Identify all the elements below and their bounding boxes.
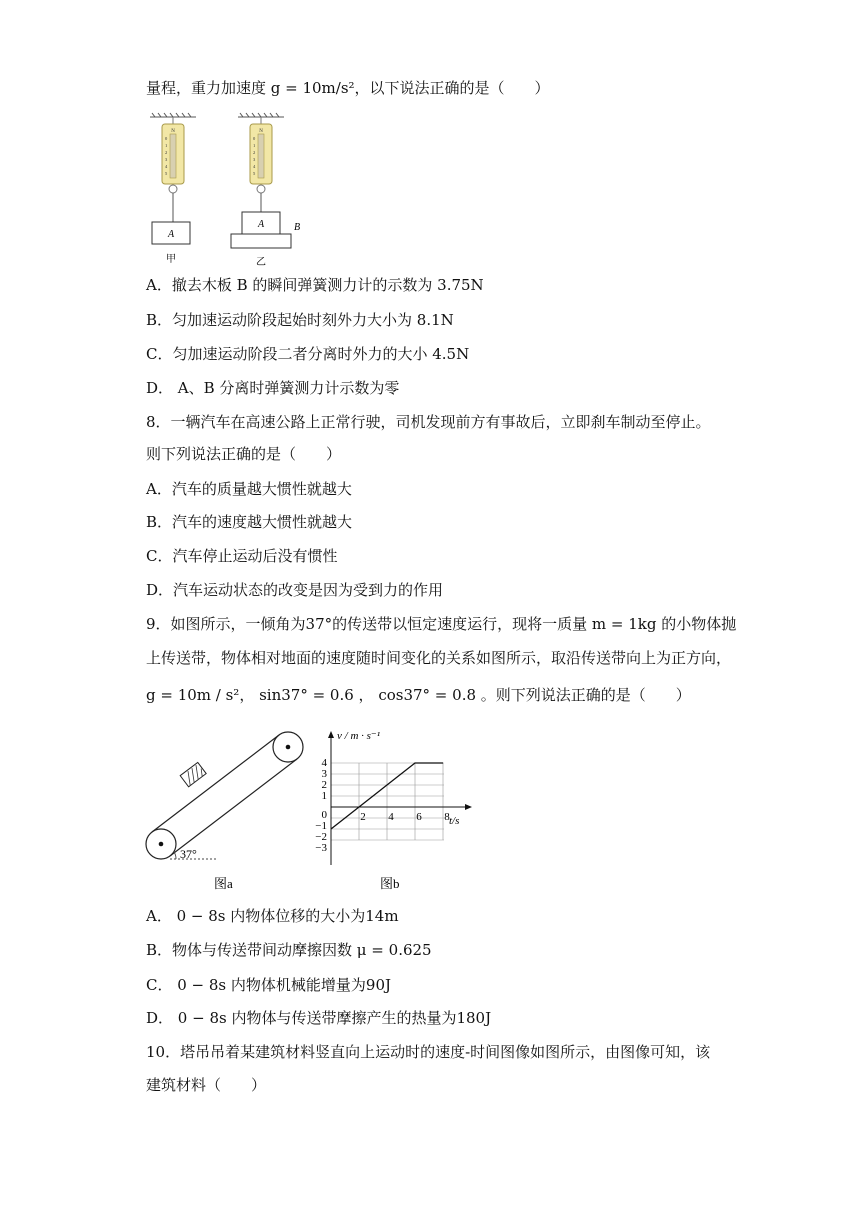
pulley-axle-bottom bbox=[159, 842, 164, 847]
q7-option-c: C．匀加速运动阶段二者分离时外力的大小 4.5N bbox=[146, 345, 470, 363]
svg-text:3: 3 bbox=[165, 157, 168, 162]
svg-text:2: 2 bbox=[321, 779, 327, 791]
spring-scale-right bbox=[231, 117, 300, 268]
svg-text:3: 3 bbox=[253, 157, 256, 162]
svg-text:B: B bbox=[294, 222, 301, 233]
q7-option-b: B．匀加速运动阶段起始时刻外力大小为 8.1N bbox=[146, 311, 454, 329]
svg-text:0: 0 bbox=[321, 809, 327, 821]
svg-text:0: 0 bbox=[165, 136, 168, 141]
t-tick-labels bbox=[360, 811, 450, 823]
spring-scale-left bbox=[152, 117, 190, 265]
svg-text:4: 4 bbox=[253, 164, 256, 169]
object-block bbox=[180, 762, 206, 786]
svg-text:2: 2 bbox=[360, 811, 366, 823]
svg-text:乙: 乙 bbox=[256, 257, 266, 268]
svg-text:A: A bbox=[257, 219, 265, 230]
q7-option-d: D． A、B 分离时弹簧测力计示数为零 bbox=[146, 379, 400, 397]
svg-text:4: 4 bbox=[388, 811, 394, 823]
svg-text:0: 0 bbox=[253, 136, 256, 141]
svg-text:N: N bbox=[259, 129, 263, 134]
q9-stem-line-2: 上传送带，物体相对地面的速度随时间变化的关系如图所示，取沿传送带向上为正方向， bbox=[146, 649, 732, 667]
conveyor-belt-figure bbox=[140, 725, 310, 895]
pulley-axle-top bbox=[286, 745, 291, 750]
svg-text:2: 2 bbox=[253, 150, 256, 155]
q9-stem-line-3: g = 10m / s²， sin37° = 0.6 ， cos37° = 0.8 。则下列说法正确的是（ ） bbox=[146, 686, 691, 704]
svg-text:−2: −2 bbox=[315, 831, 327, 843]
q9-option-b: B．物体与传送带间动摩擦因数 μ = 0.625 bbox=[146, 941, 432, 959]
svg-text:2: 2 bbox=[165, 150, 168, 155]
q8-stem-line-1: 8．一辆汽车在高速公路上正常行驶，司机发现前方有事故后，立即刹车制动至停止。 bbox=[146, 413, 711, 431]
svg-text:−3: −3 bbox=[315, 842, 327, 854]
q10-stem-line-1: 10．塔吊吊着某建筑材料竖直向上运动时的速度-时间图像如图所示，由图像可知，该 bbox=[146, 1043, 711, 1061]
svg-text:−1: −1 bbox=[315, 820, 327, 832]
q8-option-b: B．汽车的速度越大惯性就越大 bbox=[146, 513, 353, 531]
ceiling-left bbox=[150, 113, 196, 117]
ceiling-right bbox=[238, 113, 284, 117]
q9-stem-line-1: 9．如图所示，一倾角为37°的传送带以恒定速度运行，现将一质量 m = 1kg 的小物体抛 bbox=[146, 615, 737, 633]
svg-text:6: 6 bbox=[416, 811, 422, 823]
t-axis-label: t/s bbox=[449, 815, 460, 827]
q10-stem-line-2: 建筑材料（ ） bbox=[146, 1076, 267, 1094]
v-axis-label: v / m · s⁻¹ bbox=[337, 730, 381, 742]
svg-text:A: A bbox=[167, 229, 175, 240]
svg-text:3: 3 bbox=[321, 768, 327, 780]
svg-text:5: 5 bbox=[165, 171, 168, 176]
velocity-time-graph bbox=[310, 725, 480, 895]
svg-text:1: 1 bbox=[253, 143, 256, 148]
svg-text:8: 8 bbox=[444, 811, 450, 823]
svg-text:4: 4 bbox=[165, 164, 168, 169]
q7-option-a: A．撤去木板 B 的瞬间弹簧测力计的示数为 3.75N bbox=[146, 276, 484, 294]
svg-text:4: 4 bbox=[321, 757, 327, 769]
svg-text:甲: 甲 bbox=[166, 254, 176, 265]
q8-option-d: D．汽车运动状态的改变是因为受到力的作用 bbox=[146, 581, 444, 599]
q7-stem-tail: 量程，重力加速度 g = 10m/s²，以下说法正确的是（ ） bbox=[146, 79, 550, 97]
q9-option-a: A． 0 − 8s 内物体位移的大小为14m bbox=[146, 907, 399, 925]
svg-text:1: 1 bbox=[321, 790, 327, 802]
angle-label: 37° bbox=[180, 847, 197, 861]
svg-text:N: N bbox=[171, 129, 175, 134]
q8-option-a: A．汽车的质量越大惯性就越大 bbox=[146, 480, 352, 498]
q9-option-d: D． 0 − 8s 内物体与传送带摩擦产生的热量为180J bbox=[146, 1009, 492, 1027]
q8-stem-line-2: 则下列说法正确的是（ ） bbox=[146, 445, 342, 463]
fig-b-caption: 图b bbox=[380, 876, 400, 891]
q9-option-c: C． 0 − 8s 内物体机械能增量为90J bbox=[146, 976, 392, 994]
q8-option-c: C．汽车停止运动后没有惯性 bbox=[146, 547, 338, 565]
svg-text:5: 5 bbox=[253, 171, 256, 176]
v-tick-labels bbox=[315, 757, 327, 854]
spring-scale-figure bbox=[140, 110, 320, 270]
fig-a-caption: 图a bbox=[214, 876, 233, 891]
svg-text:1: 1 bbox=[165, 143, 168, 148]
